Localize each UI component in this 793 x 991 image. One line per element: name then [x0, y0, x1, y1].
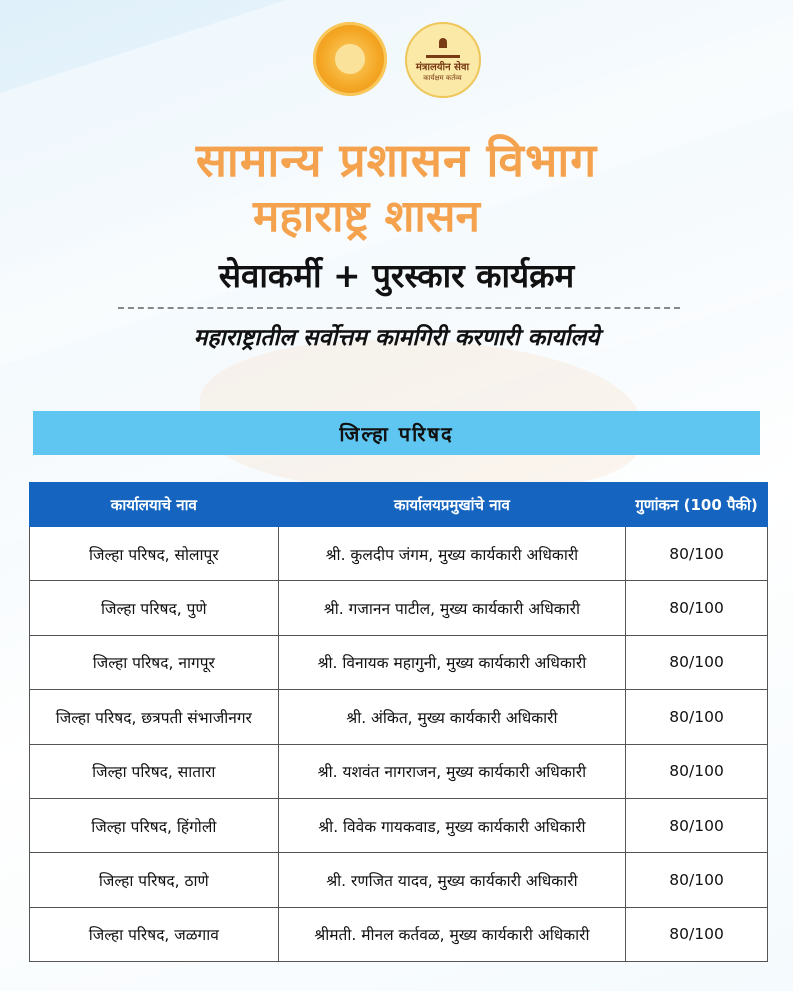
- office-head-cell: श्री. रणजित यादव, मुख्य कार्यकारी अधिकारी: [278, 853, 626, 907]
- office-name-cell: जिल्हा परिषद, सोलापूर: [30, 527, 279, 581]
- building-icon: [426, 38, 460, 58]
- dashed-divider: [118, 307, 680, 309]
- table-row: [30, 635, 768, 689]
- office-name-cell: जिल्हा परिषद, हिंगोली: [30, 798, 279, 852]
- offices-table: [29, 482, 768, 962]
- office-head-cell: श्री. कुलदीप जंगम, मुख्य कार्यकारी अधिकारी: [278, 527, 626, 581]
- score-cell: 80/100: [626, 690, 768, 744]
- office-head-cell: श्री. विवेक गायकवाड, मुख्य कार्यकारी अधिकारी: [278, 798, 626, 852]
- column-header-head: कार्यालयप्रमुखांचे नाव: [278, 483, 626, 527]
- office-name-cell: जिल्हा परिषद, छत्रपती संभाजीनगर: [30, 690, 279, 744]
- badge-text-line2: कार्यक्षम कर्तव्य: [423, 73, 462, 82]
- office-name-cell: जिल्हा परिषद, नागपूर: [30, 635, 279, 689]
- logo-row: [0, 22, 793, 102]
- office-head-cell: श्रीमती. मीनल कर्तवळ, मुख्य कार्यकारी अधिकारी: [278, 907, 626, 961]
- score-cell: 80/100: [626, 744, 768, 798]
- office-name-cell: जिल्हा परिषद, ठाणे: [30, 853, 279, 907]
- table-row: [30, 853, 768, 907]
- government-title: महाराष्ट्र शासन: [253, 191, 480, 242]
- score-cell: 80/100: [626, 527, 768, 581]
- badge-text-line1: मंत्रालयीन सेवा: [415, 61, 470, 73]
- office-name-cell: जिल्हा परिषद, पुणे: [30, 581, 279, 635]
- mantralay-seva-badge-icon: [405, 22, 481, 98]
- table-row: [30, 907, 768, 961]
- score-cell: 80/100: [626, 581, 768, 635]
- table-header-row: [30, 483, 768, 527]
- column-header-office: कार्यालयाचे नाव: [30, 483, 279, 527]
- office-head-cell: श्री. विनायक महागुनी, मुख्य कार्यकारी अधिकारी: [278, 635, 626, 689]
- program-title: सेवाकर्मी + पुरस्कार कार्यक्रम: [218, 256, 575, 295]
- office-name-cell: जिल्हा परिषद, सातारा: [30, 744, 279, 798]
- table-row: [30, 581, 768, 635]
- column-header-score: गुणांकन (100 पैकी): [626, 483, 768, 527]
- table-row: [30, 744, 768, 798]
- score-cell: 80/100: [626, 635, 768, 689]
- page-subtitle: महाराष्ट्रातील सर्वोत्तम कामगिरी करणारी कार्यालये: [193, 325, 600, 351]
- table-row: [30, 527, 768, 581]
- score-cell: 80/100: [626, 853, 768, 907]
- score-cell: 80/100: [626, 798, 768, 852]
- office-name-cell: जिल्हा परिषद, जळगाव: [30, 907, 279, 961]
- section-heading-bar: [33, 411, 760, 455]
- table-row: [30, 798, 768, 852]
- score-cell: 80/100: [626, 907, 768, 961]
- table-row: [30, 690, 768, 744]
- section-title: जिल्हा परिषद: [339, 421, 454, 446]
- office-head-cell: श्री. यशवंत नागराजन, मुख्य कार्यकारी अधिकारी: [278, 744, 626, 798]
- department-title: सामान्य प्रशासन विभाग: [195, 133, 598, 187]
- office-head-cell: श्री. अंकित, मुख्य कार्यकारी अधिकारी: [278, 690, 626, 744]
- maharashtra-state-seal-icon: [313, 22, 387, 96]
- office-head-cell: श्री. गजानन पाटील, मुख्य कार्यकारी अधिकारी: [278, 581, 626, 635]
